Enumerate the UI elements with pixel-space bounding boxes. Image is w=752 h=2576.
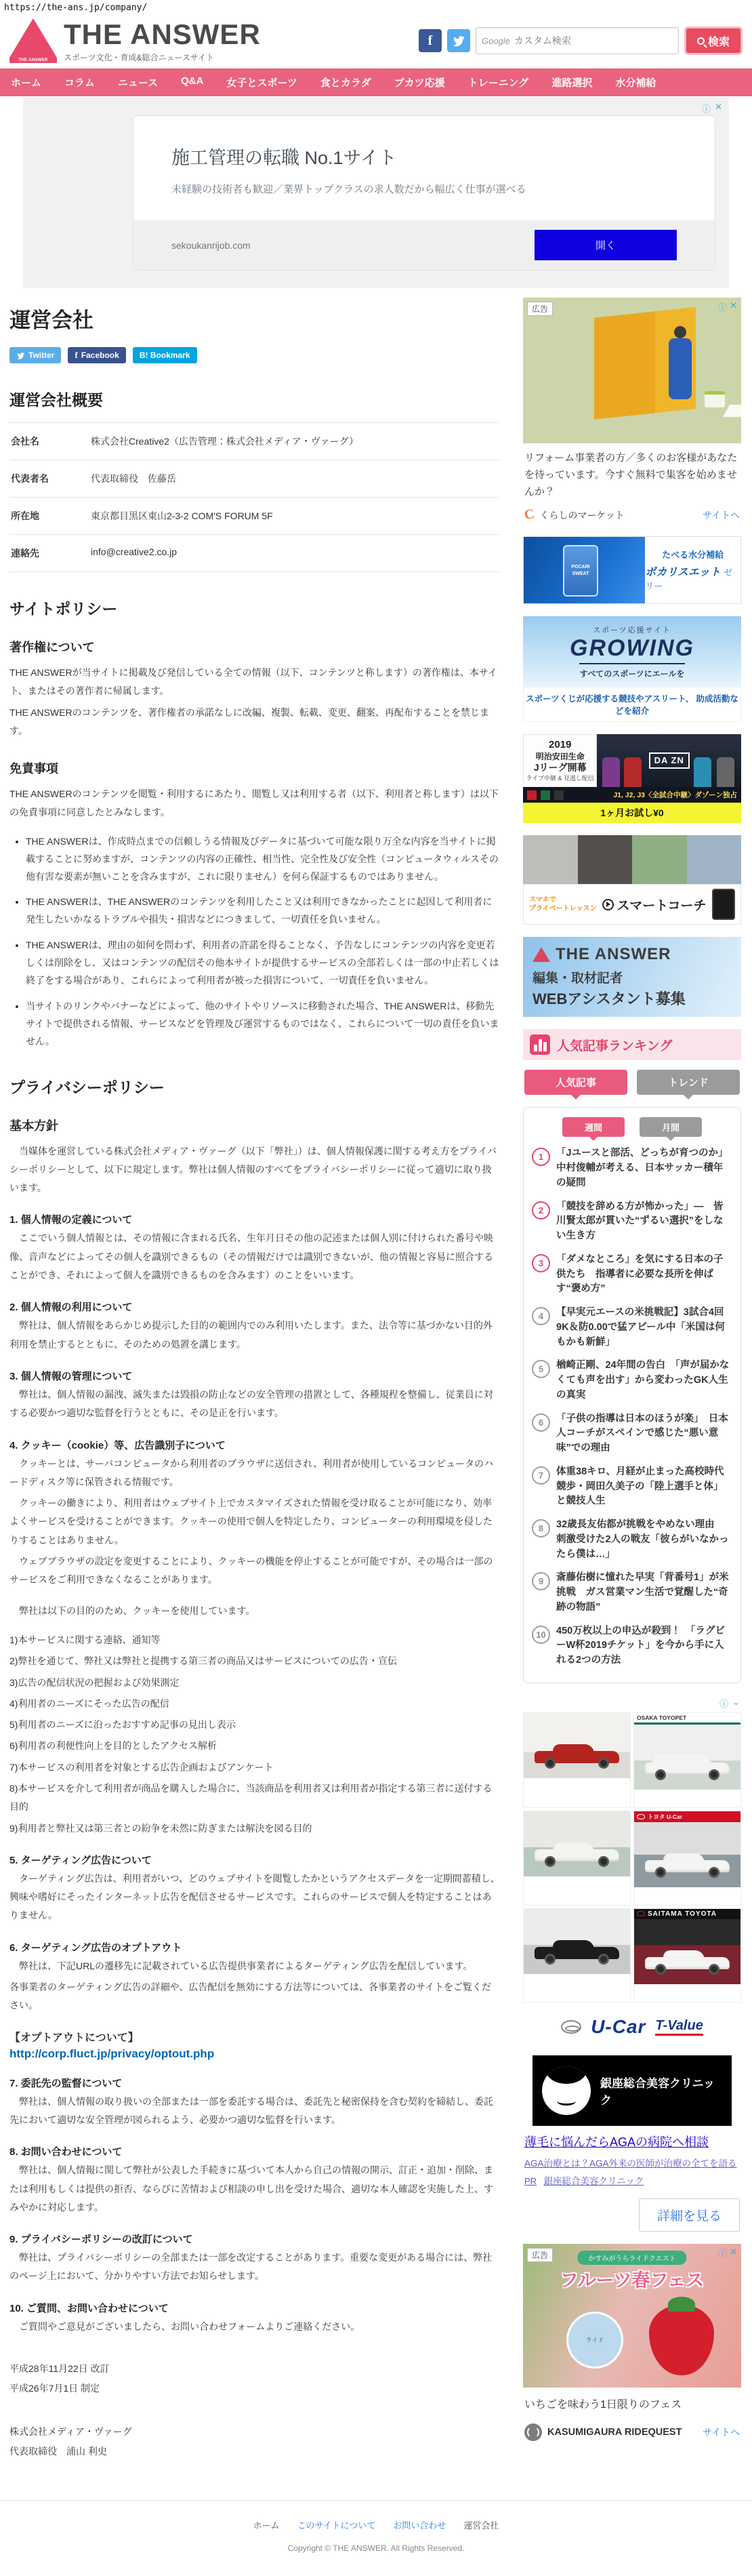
black-car-image [535,1941,620,1965]
reform-ad-brand-row [523,506,741,524]
cookie-purpose-item: 3)広告の配信状況の把握および効果測定 [9,1676,180,1688]
logo-triangle-icon [9,18,57,63]
policy-dates [9,2359,500,2399]
footer-link-company[interactable]: 運営会社 [463,2520,499,2531]
dazn-text-panel [523,734,597,787]
pocari-line1: たべる水分補給 [662,550,724,561]
signature-company: 株式会社メディア・ヴァーグ [9,2426,132,2437]
ranking-section [523,1029,741,1683]
established-date: 平成26年7月1日 制定 [9,2383,100,2394]
ad-controls [718,300,737,313]
nav-item-qa[interactable]: Q&A [181,75,204,87]
photo-tile [578,835,633,884]
photo-tile [687,835,742,884]
site-policy-heading: サイトポリシー [9,600,118,618]
smartcoach-brand [602,895,707,914]
dazn-year: 2019 [549,739,572,751]
dazn-photo-panel [597,734,741,787]
twitter-bird-icon [452,34,465,47]
page-title: 運営会社 [9,308,93,332]
copyright-text: Copyright © THE ANSWER. All Rights Reserved. [287,2543,465,2553]
privacy-basic-heading: 基本方針 [9,1119,58,1133]
aga-advertiser-link[interactable]: 銀座総合美容クリニック [543,2175,644,2186]
rank-number: 10 [532,1626,550,1644]
disclaimer-heading: 免責事項 [9,762,58,776]
privacy-s9-heading: 9. プライバシーポリシーの改訂について [9,2234,193,2246]
pocari-product-label: POCARI SWEAT [571,565,590,577]
overview-heading: 運営会社概要 [9,391,103,409]
strawberry-image [649,2305,714,2375]
ad-chevron-icon[interactable]: ⌄ [732,1696,740,1707]
toyota-logo-icon [637,1911,645,1916]
rank-number: 4 [532,1307,550,1325]
top-ad-card[interactable] [133,115,715,270]
privacy-s1-paragraph: ここでいう個人情報とは、その情報に含まれる氏名、生年月日その他の記述または個人別に付けられた番号や映像、音声などによってその個人を識別できるもの（その情報だけでは識別できないが、他の情報と容易に照合することができ、それによって個人を識別できるものを含みます）のことをいいます。 [9,1232,493,1281]
nav-item-career[interactable]: 進路選択 [551,77,593,89]
ranking-item[interactable] [532,1571,732,1615]
list-item: • THE ANSWERは、作成時点までの信頼しうる情報及びデータに基づいて可能な限り万全な内容を当サイトに掲載することに努めますが、コンテンツの内容の正確性、相当性、完全性及び安全性（コンピュータウィルスその他有害な要素が無いことを含みますが、これに限りません）を何ら保証するものではありません。 [26,833,500,886]
share-facebook-button[interactable] [68,347,125,363]
dealer-strip [634,1909,740,1919]
ranking-item-title: 斎藤佑樹に憧れた早実「背番号1」が米挑戦 ガス営業マン生活で覚醒した“奇跡の物語” [556,1572,729,1613]
content-area [0,294,752,2462]
ad-info-icon[interactable]: ⓘ [718,302,728,313]
footer-link-contact[interactable]: お問い合わせ [393,2520,446,2531]
ranking-item-title: 楢崎正剛、24年間の告白 「声が届かなくても声を出す」から変わったGK人生の真実 [556,1360,730,1401]
car-photo [524,1713,630,1778]
privacy-s6-paragraph: 各事業者のターゲティング広告の詳細や、広告配信を無効にする方法等については、各事業者のサイトをご覧ください。 [9,1981,492,2011]
logo-subtitle: スポーツ文化・育成&総合ニュースサイト [64,53,214,62]
privacy-s4-paragraph: ウェブブラウザの設定を変更することにより、クッキーの機能を停止することが可能ですが、その場合は一部のサービスをご利用できなくなることがあります。 [9,1556,493,1586]
header-actions [419,26,743,55]
growing-tagline: スポーツ応援サイト [593,626,671,635]
ranking-item[interactable] [532,1253,732,1297]
player-figure [624,757,642,787]
nav-item-bukatsu[interactable]: ブカツ応援 [394,77,445,89]
ranking-item[interactable] [532,1359,732,1403]
dealer-name: SAITAMA TOYOTA [648,1910,717,1918]
facebook-icon[interactable] [419,29,442,52]
car-photo [634,1919,740,1984]
smartcoach-line2: プライベートレッスン [529,905,597,913]
ranking-card [523,1107,741,1683]
privacy-s2-heading: 2. 個人情報の利用について [9,1302,133,1314]
ranking-item-title: 「Jユースと部活、どっちが育つのか」 中村俊輔が考える、日本サッカー積年の疑問 [556,1148,733,1188]
cookie-purpose-item: 2)弊社を通じて、弊社又は弊社と提携する第三者の商品又はサービスについての広告・宣伝 [9,1655,397,1667]
used-car-card[interactable] [633,1908,741,2003]
pocari-brand: ポカリスエット [645,567,721,579]
smartcoach-photos [523,835,741,884]
used-car-card[interactable] [633,1712,741,1808]
cookie-purpose-item: 4)利用者のニーズにそった広告の配信 [9,1697,169,1709]
privacy-s10-paragraph: ご質問やご意見がございましたら、お問い合わせフォームよりご連絡ください。 [9,2320,360,2332]
disclaimer-list [26,833,500,1051]
ucar-logos[interactable] [523,2003,741,2043]
nav-item-women-sports[interactable]: 女子とスポーツ [226,77,297,89]
cookie-purpose-item: 6)利用者の利便性向上を目的としたアクセス解析 [9,1740,217,1752]
privacy-s6-heading: 6. ターゲティング広告のオプトアウト [9,1941,182,1954]
table-row [9,422,500,460]
revised-date: 平成28年11月22日 改訂 [9,2363,110,2375]
smartcoach-bar [523,884,741,925]
aga-links [523,2126,741,2232]
recruit-banner[interactable] [523,937,741,1017]
recruit-line2: WEBアシスタント募集 [532,990,686,1008]
club-logo-icon [541,790,550,800]
cyclists-inset-photo: ライド [566,2312,623,2369]
footer-link-about[interactable]: このサイトについて [297,2520,376,2531]
globe-icon [524,2423,542,2441]
privacy-s7-heading: 7. 委託先の監督について [9,2077,123,2089]
recruit-logo-text: THE ANSWER [556,945,671,964]
privacy-s8-heading: 8. お問い合わせについて [9,2146,123,2158]
white-car-image [645,1952,730,1975]
ranking-item[interactable] [532,1200,732,1244]
search-box [476,27,679,54]
aga-detail-button[interactable]: 詳細を見る [639,2198,740,2232]
car-grid [523,1712,741,2003]
aga-banner-text: 銀座総合美容クリニック [600,2076,715,2107]
privacy-basic-paragraph: 当媒体を運営している株式会社メディア・ヴァーグ（以下「弊社」）は、個人情報保護に関する考え方をプライバシーポリシーとして、以下に規定します。弊社は個人情報のすべてをプライバシーポリシーに従って適切に取り扱います。 [9,1145,497,1194]
top-ad-domain: sekoukanrijob.com [171,239,251,251]
ranking-item-title: 【早実元エースの米挑戦記】3試合4回9K＆防0.00で猛アピール中「米国は何もかも新鮮」 [556,1307,725,1348]
reform-ad[interactable] [523,298,741,524]
subtab-weekly[interactable]: 週間 [562,1117,625,1137]
aga-sub-link[interactable]: AGA治療とは？AGA外来の医師が治療の全てを語る [524,2158,737,2169]
player-figure [602,757,620,787]
event-ribbon: かすみがうらライドクエスト [577,2251,686,2265]
player-figure [717,757,734,787]
nav-item-home[interactable]: ホーム [11,77,42,89]
table-row [9,535,500,572]
used-car-card[interactable] [523,1908,631,2003]
dazn-top [523,734,741,787]
row-label: 連絡先 [11,548,39,559]
pocari-pouch [563,545,598,597]
strawberry-brand: KASUMIGAURA RIDEQUEST [547,2426,682,2438]
privacy-s3-paragraph: 弊社は、個人情報の漏洩、滅失または毀損の防止などの安全管理の措置として、各種規程を整備し、従業員に対する必要かつ適切な監督を行うとともに、その是正を行います。 [9,1388,493,1419]
cookie-purpose-item: 1)本サービスに関する連絡、通知等 [9,1634,161,1645]
smartcoach-brand-label: スマートコーチ [617,898,707,913]
nav-item-hydration[interactable]: 水分補給 [615,77,656,89]
growing-subtitle: すべてのスポーツにエールを [579,663,684,679]
ranking-item-title: 体重38キロ、月経が止まった高校時代 競歩・岡田久美子の「陸上選手と体」と競技人生 [556,1466,734,1507]
share-twitter-label: Twitter [28,350,55,360]
rank-number: 9 [532,1572,550,1590]
aga-ad [523,2055,741,2232]
share-buttons [9,347,500,363]
pocari-text [645,537,740,603]
logo-badge: THE ANSWER [9,58,57,63]
logo-triangle-shape [9,18,57,58]
dazn-strip [523,787,741,803]
ranking-tabs [524,1070,740,1095]
strawberry-ad[interactable] [523,2244,741,2442]
ranking-item-title: 「子供の指導は日本のほうが楽」 日本人コーチがスペインで感じた“悪い意味”での理由 [556,1413,728,1454]
reform-ad-cta-link[interactable]: サイトへ [702,509,740,521]
paint-bucket [705,391,725,407]
strawberry-cta-link[interactable]: サイトへ [702,2426,740,2438]
disclaimer-intro: THE ANSWERのコンテンツを閲覧・利用するにあたり、閲覧し又は利用する者（以下、利用者と称します）は以下の免責事項に同意したとみなします。 [9,788,499,818]
ad-info-icon[interactable]: ⓘ [702,104,711,114]
top-ad-banner [23,98,729,288]
ad-controls [702,102,722,115]
white-van-image [645,1757,730,1780]
reform-ad-text: リフォーム事業者の方／多くのお客様があなたを待っています。今すぐ無料で集客を始めませんか？ [524,452,738,498]
main-column [9,294,500,2462]
car-photo [634,1822,740,1887]
rank-number: 8 [532,1519,550,1537]
rank-number: 1 [532,1148,550,1166]
top-ad-open-button[interactable]: 開く [535,230,677,260]
dazn-strip-text: J1, J2, J3〈全試合中継〉ダゾーン独占 [613,791,737,800]
company-signature [9,2422,500,2462]
ad-close-icon[interactable]: ✕ [730,2246,737,2257]
red-car-image [535,1746,620,1769]
privacy-s10-heading: 10. ご質問、お問い合わせについて [9,2302,169,2314]
used-car-card[interactable] [523,1712,631,1808]
rank-number: 2 [532,1201,550,1220]
car-photo [634,1725,740,1790]
nav-item-food-body[interactable]: 食とカラダ [320,77,371,89]
worker-figure [669,338,692,399]
pocari-line2 [645,563,740,592]
nav-item-news[interactable]: ニュース [117,77,159,89]
logo-text [64,20,261,63]
table-row [9,498,500,535]
dazn-offer: 1ヶ月お試し¥0 [523,803,741,823]
ranking-heading: 人気記事ランキング [557,1039,673,1053]
ranking-item-title: 32歳長友佑都が挑戦をやめない理由 刺激受けた2人の戦友「彼らがいなかったら僕は…」 [556,1519,729,1560]
row-value: info@creative2.co.jp [91,546,177,557]
tab-trend[interactable]: トレンド [637,1070,740,1095]
used-car-card[interactable] [633,1811,741,1906]
privacy-s3-heading: 3. 個人情報の管理について [9,1370,133,1382]
sidebar [523,294,741,2462]
facebook-f-glyph: f [75,350,78,360]
growing-sky [523,616,741,687]
row-label: 所在地 [11,510,39,521]
optout-link[interactable]: http://corp.fluct.jp/privacy/optout.php [9,2047,215,2060]
top-ad-description: 未経験の技術者も歓迎／業界トップクラスの求人数だから幅広く仕事が選べる [171,184,526,195]
row-value: 東京都目黒区東山2-3-2 COM'S FORUM 5F [91,510,273,521]
toyota-logo-icon [637,1814,645,1819]
search-button[interactable] [684,26,743,55]
recruit-line1: 編集・取材記者 [532,971,623,986]
pocari-photo [524,537,645,603]
ad-close-icon[interactable]: ✕ [730,300,737,310]
ucar-logo: U-Car [591,2015,646,2037]
rank-number: 7 [532,1466,550,1485]
privacy-s5-paragraph: ターゲティング広告は、利用者がいつ、どのウェブサイトを閲覧したかというアクセスデータを一定期間蓄積し、興味や嗜好にそったインターネット広告を配信させるサービスです。これらのサービスで個人を特定することはありません。 [9,1872,500,1921]
top-ad-footer [133,220,715,270]
twitter-icon[interactable] [447,29,470,52]
smartcoach-line1: スマホで [529,896,556,904]
logo-triangle-icon [532,947,550,962]
cookie-purpose-item: 9)利用者と弊社又は第三者との紛争を未然に防ぎまたは解決を図る目的 [9,1822,312,1834]
copyright-paragraph: THE ANSWERが当サイトに掲載及び発信している全ての情報（以下、コンテンツと称します）の著作権は、本サイト、またはその著作者に帰属します。 [9,667,497,697]
photo-tile [523,835,578,884]
site-footer [0,2500,752,2576]
share-hatena-button[interactable] [133,347,197,363]
ad-label: 広告 [527,302,553,316]
browser-url: https://the-ans.jp/company/ [4,3,148,13]
pocari-banner[interactable] [523,536,741,604]
search-input[interactable] [514,35,673,46]
reform-ad-brand: くらしのマーケット [539,509,625,521]
privacy-s4-paragraph: 弊社は以下の目的のため、クッキーを使用しています。 [9,1605,255,1616]
used-car-ad [523,1695,741,2043]
recruit-logo [532,945,732,964]
privacy-heading: プライバシーポリシー [9,1078,165,1096]
bar-chart-icon [530,1034,550,1055]
ad-label: 広告 [527,2248,553,2262]
player-figure [694,757,711,787]
cookie-purpose-item: 8)本サービスを介して利用者が商品を購入した場合に、当該商品を利用者又は利用者が指定する第三者に送付する目的 [9,1783,493,1813]
site-logo[interactable] [9,18,261,63]
privacy-s1-heading: 1. 個人情報の定義について [9,1214,133,1226]
dealer-strip: OSAKA TOYOPET [634,1713,740,1725]
ranking-item[interactable] [532,1412,732,1456]
privacy-s4-heading: 4. クッキー（cookie）等、広告識別子について [9,1439,226,1451]
privacy-s9-paragraph: 弊社は、プライバシーポリシーの全部または一部を改定することがあります。重要な変更がある場合には、弊社のページ上において、分かりやすい方法でお知らせします。 [9,2252,493,2282]
site-header [0,14,752,68]
pocari-jelly: ゼリー [645,567,733,592]
strawberry-photo [523,2244,741,2388]
ranking-item[interactable] [532,1306,732,1350]
rank-number: 5 [532,1360,550,1378]
smartcoach-banner[interactable] [523,835,741,925]
growing-banner[interactable] [523,616,741,722]
signature-representative: 代表取締役 浦山 利史 [9,2446,107,2457]
paper-sheet [723,405,741,417]
row-label: 代表者名 [11,473,49,484]
rank-number: 6 [532,1413,550,1432]
tablet-image [712,889,735,920]
ranking-item-title: 「競技を辞める方が怖かった」― 皆川賢太郎が貫いた“ずるい選択”をしない生き方 [556,1201,724,1242]
reform-ad-image [523,298,741,443]
list-item: • THE ANSWERは、THE ANSWERのコンテンツを利用したこと又は利用できなかったことに起因して利用者に発生したいかなるトラブルや損失・損害などにつきまして、一切責任を負いません。 [26,893,500,929]
list-item: • THE ANSWERは、理由の如何を問わず、利用者の許諾を得ることなく、予告なしにコンテンツの内容を変更若しくは削除をし、又はコンテンツの配信その他本サイトが提供するサービスの全部若しくは一部の中止若しくは終了をする場合があり、これらによって利用者が被った損害について、一切責任を負いません。 [26,937,500,990]
ranking-subtabs [532,1117,732,1137]
aga-banner[interactable] [532,2055,732,2126]
dealer-strip [634,1811,740,1822]
aga-headline-link[interactable]: 薄毛に悩んだらAGAの病院へ相談 [524,2135,709,2149]
ranking-item-title: 450万枚以上の申込が殺到！ 「ラグビーW杯2019チケット」を今から手に入れる2つの方法 [556,1625,725,1666]
dazn-league: Jリーグ開幕 [533,761,587,773]
ranking-header [523,1029,741,1060]
privacy-s7-paragraph: 弊社は、個人情報の取り扱いの全部または一部を委託する場合は、委託先と秘密保持を含む契約を締結し、委託先において適切な安全管理が図られるよう、必要かつ適切な監督を行います。 [9,2095,493,2125]
growing-title: GROWING [570,635,694,662]
kurashi-logo-icon: C [523,506,536,523]
ad-controls [718,2247,737,2259]
dazn-broadcast: ライブ中継 & 見逃し配信 [526,775,594,782]
club-logo-icon [527,790,537,800]
privacy-s2-paragraph: 弊社は、個人情報をあらかじめ提示した目的の範囲内でのみ利用いたします。また、法令等に基づかない目的外利用を禁止するとともに、そのための処置を講じます。 [9,1320,493,1350]
event-title: フルーツ春フェス [560,2270,705,2291]
clinic-mascot-icon [542,2066,591,2115]
ranking-item[interactable] [532,1146,732,1190]
privacy-s5-heading: 5. ターゲティング広告について [9,1854,152,1866]
white-car-image [645,1855,730,1878]
copyright-paragraph: THE ANSWERのコンテンツを、著作権者の承諾なしに改編、複製、転載、変更、翻案、再配布することを禁じます。 [9,706,489,736]
row-value: 代表取締役 佐藤岳 [91,473,176,484]
dazn-banner[interactable] [523,734,741,823]
cookie-purpose-item: 5)利用者のニーズに沿ったおすすめ記事の見出し表示 [9,1719,236,1731]
cookie-purpose-item: 7)本サービスの利用者を対象とする広告企画およびアンケート [9,1761,274,1773]
top-ad-title: 施工管理の転職 No.1サイト [171,148,397,168]
privacy-s6-paragraph: 弊社は、下記URLの遷移先に記載されている広告提供事業者によるターゲティング広告を配信しています。 [9,1960,473,1971]
ad-info-icon[interactable]: ⓘ [718,2248,728,2259]
google-logo: Google [481,35,510,46]
strawberry-brand-row [523,2422,741,2442]
nav-item-column[interactable]: コラム [64,77,95,89]
strawberry-caption: いちごを味わう1日限りのフェス [524,2398,682,2411]
row-label: 会社名 [11,436,39,447]
search-button-label: 検索 [707,36,730,48]
ad-info-icon[interactable]: ⓘ [719,1698,729,1709]
privacy-s8-paragraph: 弊社は、個人情報に関して弊社が公表した手続きに基づいて本人から自己の情報の開示、訂正・追加・削除、または利用もしくは提供の拒否、ならびに苦情および相談の申し出を受けた場合、適切な本人確認を実施した上、すみやかに対応します。 [9,2165,493,2213]
copyright-heading: 著作権について [9,641,95,654]
magnifier-icon [697,37,705,45]
share-twitter-button[interactable] [9,347,61,363]
nav-item-training[interactable]: トレーニング [467,77,529,89]
used-car-card[interactable] [523,1811,631,1906]
growing-caption: スポーツくじが応援する競技やアスリート、 助成活動などを紹介 [523,687,741,722]
car-photo [524,1909,630,1974]
facebook-f-glyph: f [427,33,433,48]
share-hatena-label: B! Bookmark [139,350,190,360]
row-value: 株式会社Creative2（広告管理：株式会社メディア・ヴァーグ） [91,436,359,447]
ranking-item-title: 「ダメなところ」を気にする日本の子供たち 指導者に必要な長所を伸ばす“褒め方” [556,1253,724,1295]
car-photo [524,1811,630,1876]
ranking-item[interactable] [532,1624,732,1668]
main-nav [0,68,752,96]
company-info-table [9,422,500,572]
table-row [9,460,500,498]
club-logo-icon [554,790,564,800]
ad-controls [523,1695,741,1712]
pr-label: PR [524,2175,537,2186]
ad-close-icon[interactable]: ✕ [715,102,722,112]
rank-number: 3 [532,1254,550,1272]
logo-title: THE ANSWER [64,18,261,50]
footer-links [0,2518,752,2531]
share-facebook-label: Facebook [81,350,119,360]
twitter-bird-icon [16,351,25,360]
photo-tile [632,835,687,884]
play-icon [602,899,614,910]
privacy-s4-paragraph: クッキーの働きにより、利用者はウェブサイト上でカスタマイズされた情報を受け取ることが可能になり、効率よくサービスを受けることができます。クッキーの使用で個人を特定したり、コンピューターの利用環境を侵したりすることはありません。 [9,1497,493,1546]
dazn-sponsor: 明治安田生命 [535,751,585,761]
list-item: • 当サイトのリンクやバナーなどによって、他のサイトやリソースに移動された場合、THE ANSWERは、移動先サイトで提供される情報、サービスなどを管理及び運営するものではなく、これらについて一切の責任を負いません。 [26,998,500,1051]
tvalue-logo: T-Value [655,2018,703,2036]
tab-popular[interactable]: 人気記事 [524,1070,627,1095]
privacy-s4-paragraph: クッキーとは、サーバコンピュータから利用者のブラウザに送信され、利用者が使用しているコンピュータのハードディスク等に保管される情報です。 [9,1457,494,1487]
smartcoach-left-text [529,895,597,913]
dazn-logo: DA ZN [649,752,690,769]
footer-link-home[interactable]: ホーム [253,2520,280,2531]
optout-label: 【オプトアウトについて】 [9,2032,139,2044]
subtab-monthly[interactable]: 月間 [640,1117,702,1137]
white-car-image [535,1844,620,1867]
dealer-name: トヨタ U-Car [648,1813,683,1820]
wallpaper-shape [594,311,655,419]
ranking-item[interactable] [532,1518,732,1562]
toyota-logo-icon [561,2020,581,2034]
ranking-item[interactable] [532,1465,732,1509]
